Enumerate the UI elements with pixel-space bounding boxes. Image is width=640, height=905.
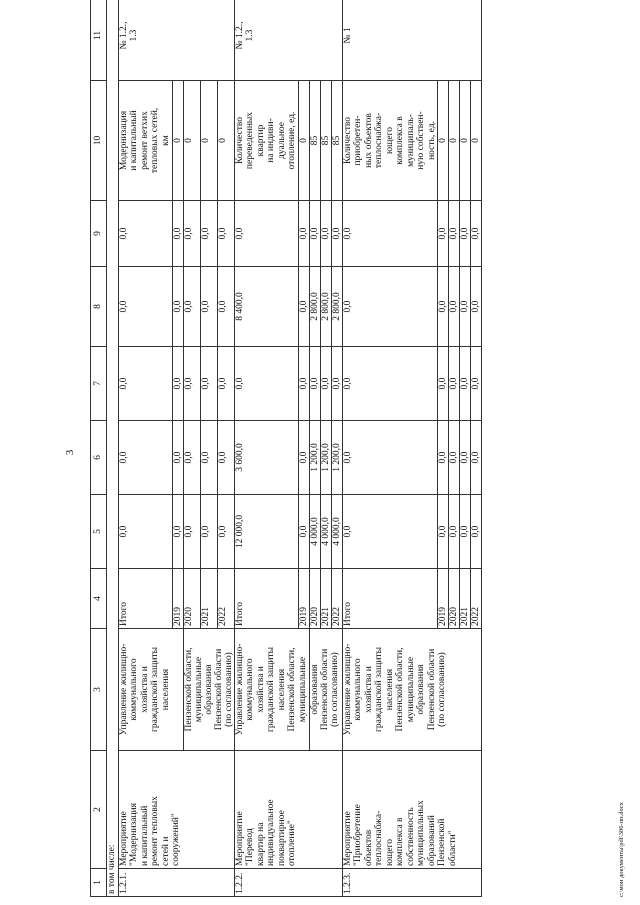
executor-text-line: населения xyxy=(276,668,287,711)
year-value: 85 xyxy=(320,81,331,201)
executor-text-line: муниципальные xyxy=(405,656,416,723)
indicator-name-line: ную собствен- xyxy=(416,111,426,170)
executor-text-continued-line: Пензенской области, xyxy=(183,647,194,732)
year-value: 0 xyxy=(449,81,460,201)
measure-name-line: поквартирное xyxy=(276,810,287,866)
measure-name-line: ющего xyxy=(384,838,395,866)
executor-text-continued-line: образования xyxy=(309,664,320,715)
year-value: 0,0 xyxy=(309,347,320,421)
executor-text-continued-line: Пензенской области xyxy=(213,648,224,731)
indicator-name-line: ремонт ветхих xyxy=(139,111,150,170)
year-value: 0,0 xyxy=(438,495,449,569)
year-label: 2022 xyxy=(471,569,482,629)
reference-number xyxy=(342,0,482,81)
indicator-name-line: дуальное xyxy=(276,122,287,159)
year-value: 0,0 xyxy=(438,201,449,267)
year-value: 0,0 xyxy=(200,421,217,495)
executor-text-continued-line: Пензенской области xyxy=(319,648,330,731)
measure-name-line: "Перевод xyxy=(245,828,255,866)
indicator-name-line: Количество xyxy=(342,116,353,165)
indicator-name-line: квартир xyxy=(255,124,266,157)
executor-text-line: населения xyxy=(384,668,395,711)
year-label: 2019 xyxy=(172,569,183,629)
total-value: 0,0 xyxy=(234,347,298,421)
indicator-name-line: и капитальный xyxy=(129,110,139,171)
reference-number-line: № 1.2., xyxy=(234,21,245,50)
executor-text-continued xyxy=(309,629,342,751)
executor-text-line: коммунального xyxy=(129,658,139,721)
measure-name-line: области" xyxy=(447,830,458,866)
indicator-name-line: муниципаль- xyxy=(405,114,416,167)
executor-text-continued xyxy=(183,629,234,751)
year-value: 0,0 xyxy=(217,267,234,347)
total-value: 3 600,0 xyxy=(234,421,298,495)
year-value: 0,0 xyxy=(471,421,482,495)
indicator-name-line: переведенных xyxy=(245,111,255,170)
table-row xyxy=(342,0,438,897)
executor-text-line: гражданской защиты xyxy=(266,646,276,733)
year-value: 0,0 xyxy=(298,347,309,421)
year-value: 0,0 xyxy=(320,201,331,267)
measure-name-line: сооружений" xyxy=(171,813,181,866)
measure-name-line: Мероприятие xyxy=(342,811,353,866)
year-value: 0,0 xyxy=(172,201,183,267)
year-value: 4 000,0 xyxy=(331,495,342,569)
year-value: 0,0 xyxy=(172,267,183,347)
year-value: 0,0 xyxy=(183,201,200,267)
executor-text-line: Управление жилищно- xyxy=(118,643,129,736)
year-value: 4 000,0 xyxy=(320,495,331,569)
total-value: 0,0 xyxy=(118,201,172,267)
total-value: 0,0 xyxy=(234,201,298,267)
executor-text-line: коммунального xyxy=(353,658,363,721)
measure-name-line: отопление" xyxy=(287,820,297,866)
year-value: 0 xyxy=(460,81,471,201)
year-label: 2019 xyxy=(298,569,309,629)
measure-name-line: "Приобретение xyxy=(353,804,363,866)
indicator-name-line: ность, ед. xyxy=(426,121,437,160)
executor-text-line: образования xyxy=(416,664,426,715)
measure-name-line: ремонт тепловых xyxy=(150,796,160,866)
year-value: 0,0 xyxy=(471,201,482,267)
year-value: 0,0 xyxy=(172,495,183,569)
year-value: 2 800,0 xyxy=(320,267,331,347)
executor-text-continued-line: (по согласованию) xyxy=(223,652,234,727)
year-value: 0,0 xyxy=(460,201,471,267)
year-value: 0,0 xyxy=(298,201,309,267)
header-row xyxy=(91,0,107,897)
year-value: 0,0 xyxy=(471,347,482,421)
executor-text-line: Пензенской области, xyxy=(395,647,405,732)
table-row xyxy=(234,0,298,897)
row-number: 1.2.2. xyxy=(234,869,342,897)
measure-name-line: сетей и xyxy=(160,836,171,866)
column-header: 1 xyxy=(91,869,107,897)
total-value: 0,0 xyxy=(342,201,438,267)
year-value: 0,0 xyxy=(298,421,309,495)
year-value: 0,0 xyxy=(331,201,342,267)
year-value: 0,0 xyxy=(449,421,460,495)
executor-text-line: коммунального xyxy=(245,658,255,721)
indicator-name xyxy=(234,81,298,201)
indicator-name-line: приобретен- xyxy=(353,115,363,166)
year-value: 0,0 xyxy=(183,495,200,569)
indicator-name-line: км xyxy=(160,135,171,146)
year-value: 0,0 xyxy=(217,347,234,421)
indicator-name-line: теплоснабжа- xyxy=(374,112,384,169)
year-value: 1 200,0 xyxy=(320,421,331,495)
year-value: 0 xyxy=(471,81,482,201)
reference-number-line: № 1 xyxy=(342,27,353,44)
year-value: 0,0 xyxy=(438,347,449,421)
indicator-name xyxy=(342,81,438,201)
executor-text-line: Управление жилищно- xyxy=(342,643,353,736)
measure-name-line: Мероприятие xyxy=(234,811,245,866)
year-value: 1 200,0 xyxy=(309,421,320,495)
year-label: 2019 xyxy=(438,569,449,629)
total-value: 8 400,0 xyxy=(234,267,298,347)
column-header: 3 xyxy=(91,629,107,751)
indicator-name-line: на индиви- xyxy=(266,118,276,163)
measure-name-line: собственность xyxy=(405,807,416,866)
measure-name xyxy=(342,751,482,869)
executor-text-line: гражданской защиты xyxy=(374,646,384,733)
section-label: в том числе: xyxy=(107,0,119,897)
year-label: 2020 xyxy=(309,569,320,629)
measure-name xyxy=(118,751,234,869)
total-value: 0,0 xyxy=(342,421,438,495)
year-value: 0 xyxy=(298,81,309,201)
year-value: 2 800,0 xyxy=(309,267,320,347)
executor-text xyxy=(118,629,183,751)
column-header: 6 xyxy=(91,421,107,495)
year-value: 0,0 xyxy=(298,495,309,569)
year-value: 0,0 xyxy=(217,421,234,495)
total-value: 0,0 xyxy=(118,421,172,495)
page-number: 3 xyxy=(64,449,76,456)
reference-number-line: 1.3 xyxy=(245,29,255,42)
reference-number-line: № 1.2., xyxy=(118,21,129,50)
indicator-name-line: ющего xyxy=(384,126,395,155)
year-value: 1 200,0 xyxy=(331,421,342,495)
year-value: 0,0 xyxy=(172,347,183,421)
measure-name-line: Мероприятие xyxy=(118,811,129,866)
year-value: 0,0 xyxy=(449,495,460,569)
year-value: 0,0 xyxy=(183,347,200,421)
indicator-name-line: Количество xyxy=(234,116,245,165)
measure-name-line: "Модернизация xyxy=(129,802,139,866)
executor-text-line: Пензенской области xyxy=(426,648,437,731)
total-label: Итого xyxy=(234,569,298,629)
measure-name-line: теплоснабжа- xyxy=(374,810,384,866)
indicator-name xyxy=(118,81,172,201)
total-value: 12 000,0 xyxy=(234,495,298,569)
year-value: 0,0 xyxy=(460,267,471,347)
executor-text-line: Пензенской области, xyxy=(287,647,297,732)
year-value: 85 xyxy=(331,81,342,201)
executor-text-line: населения xyxy=(160,668,171,711)
year-value: 0 xyxy=(183,81,200,201)
executor-text-continued-line: муниципальные xyxy=(193,656,204,723)
year-value: 0,0 xyxy=(471,267,482,347)
indicator-name-line: отопление, ед. xyxy=(287,111,297,170)
executor-text-line: хозяйства и xyxy=(255,666,266,713)
reference-number xyxy=(234,0,342,81)
column-header: 8 xyxy=(91,267,107,347)
year-value: 0,0 xyxy=(471,495,482,569)
section-row xyxy=(107,0,119,897)
executor-text xyxy=(342,629,482,751)
year-value: 2 800,0 xyxy=(331,267,342,347)
year-value: 0 xyxy=(172,81,183,201)
year-value: 0,0 xyxy=(200,267,217,347)
column-header: 10 xyxy=(91,81,107,201)
year-value: 4 000,0 xyxy=(309,495,320,569)
year-value: 0,0 xyxy=(217,201,234,267)
year-value: 0,0 xyxy=(460,421,471,495)
year-value: 0 xyxy=(200,81,217,201)
column-header: 9 xyxy=(91,201,107,267)
executor-text xyxy=(234,629,309,751)
year-value: 0,0 xyxy=(449,201,460,267)
year-label: 2020 xyxy=(449,569,460,629)
reference-number xyxy=(118,0,234,81)
indicator-name-line: тепловых сетей, xyxy=(150,107,160,174)
indicator-name-line: Модернизация xyxy=(118,110,129,171)
reference-number-line: 1.3 xyxy=(129,29,139,42)
year-value: 0,0 xyxy=(320,347,331,421)
year-value: 0,0 xyxy=(309,201,320,267)
year-value: 0,0 xyxy=(183,421,200,495)
year-value: 0,0 xyxy=(460,347,471,421)
year-label: 2021 xyxy=(460,569,471,629)
column-header: 4 xyxy=(91,569,107,629)
total-value: 0,0 xyxy=(342,347,438,421)
year-value: 0,0 xyxy=(200,201,217,267)
year-value: 0 xyxy=(438,81,449,201)
indicator-name-line: комплекса в xyxy=(395,116,405,165)
executor-text-line: хозяйства и xyxy=(139,666,150,713)
year-value: 0,0 xyxy=(449,347,460,421)
measure-name-line: и капитальный xyxy=(139,805,150,866)
measure-name-line: Пензенской xyxy=(437,818,447,866)
year-value: 0,0 xyxy=(200,347,217,421)
executor-text-line: (по согласованию) xyxy=(437,652,447,727)
measure-name-line: муниципальных xyxy=(416,800,426,866)
executor-text-line: муниципальные xyxy=(297,656,308,723)
measure-name-line: образований xyxy=(426,815,437,866)
total-value: 0,0 xyxy=(342,495,438,569)
executor-text-line: Управление жилищно- xyxy=(234,643,245,736)
executor-text-line: гражданской защиты xyxy=(150,646,160,733)
total-value: 0,0 xyxy=(118,495,172,569)
row-number: 1.2.3. xyxy=(342,869,482,897)
column-header: 5 xyxy=(91,495,107,569)
year-value: 0,0 xyxy=(331,347,342,421)
total-value: 0,0 xyxy=(118,347,172,421)
total-value: 0,0 xyxy=(342,267,438,347)
year-value: 0,0 xyxy=(172,421,183,495)
total-label: Итого xyxy=(342,569,438,629)
column-header: 11 xyxy=(91,0,107,81)
year-value: 0,0 xyxy=(438,267,449,347)
year-value: 0,0 xyxy=(438,421,449,495)
year-label: 2022 xyxy=(331,569,342,629)
year-value: 0,0 xyxy=(449,267,460,347)
year-value: 85 xyxy=(309,81,320,201)
row-number: 1.2.1. xyxy=(118,869,234,897)
year-value: 0,0 xyxy=(200,495,217,569)
column-header: 7 xyxy=(91,347,107,421)
executor-text-continued-line: (по согласованию) xyxy=(329,652,340,727)
measure-name xyxy=(234,751,342,869)
indicator-name-line: ных объектов xyxy=(363,113,374,168)
column-header: 2 xyxy=(91,751,107,869)
year-label: 2021 xyxy=(320,569,331,629)
year-value: 0,0 xyxy=(217,495,234,569)
table-row xyxy=(118,0,172,897)
year-value: 0 xyxy=(217,81,234,201)
measure-name-line: индивидуальное xyxy=(266,799,276,866)
measures-table xyxy=(90,0,482,897)
year-label: 2020 xyxy=(183,569,200,629)
year-value: 0,0 xyxy=(183,267,200,347)
year-label: 2022 xyxy=(217,569,234,629)
measure-name-line: квартир на xyxy=(255,822,266,866)
executor-text-line: хозяйства и xyxy=(363,666,374,713)
measure-name-line: объектов xyxy=(363,829,374,866)
year-value: 0,0 xyxy=(460,495,471,569)
executor-text-continued-line: образования xyxy=(203,664,214,715)
total-value: 0,0 xyxy=(118,267,172,347)
file-path-footer: c:\мои документы\pdf\386-пп.docx xyxy=(618,802,625,897)
year-value: 0,0 xyxy=(298,267,309,347)
total-label: Итого xyxy=(118,569,172,629)
measure-name-line: комплекса в xyxy=(395,817,405,866)
year-label: 2021 xyxy=(200,569,217,629)
